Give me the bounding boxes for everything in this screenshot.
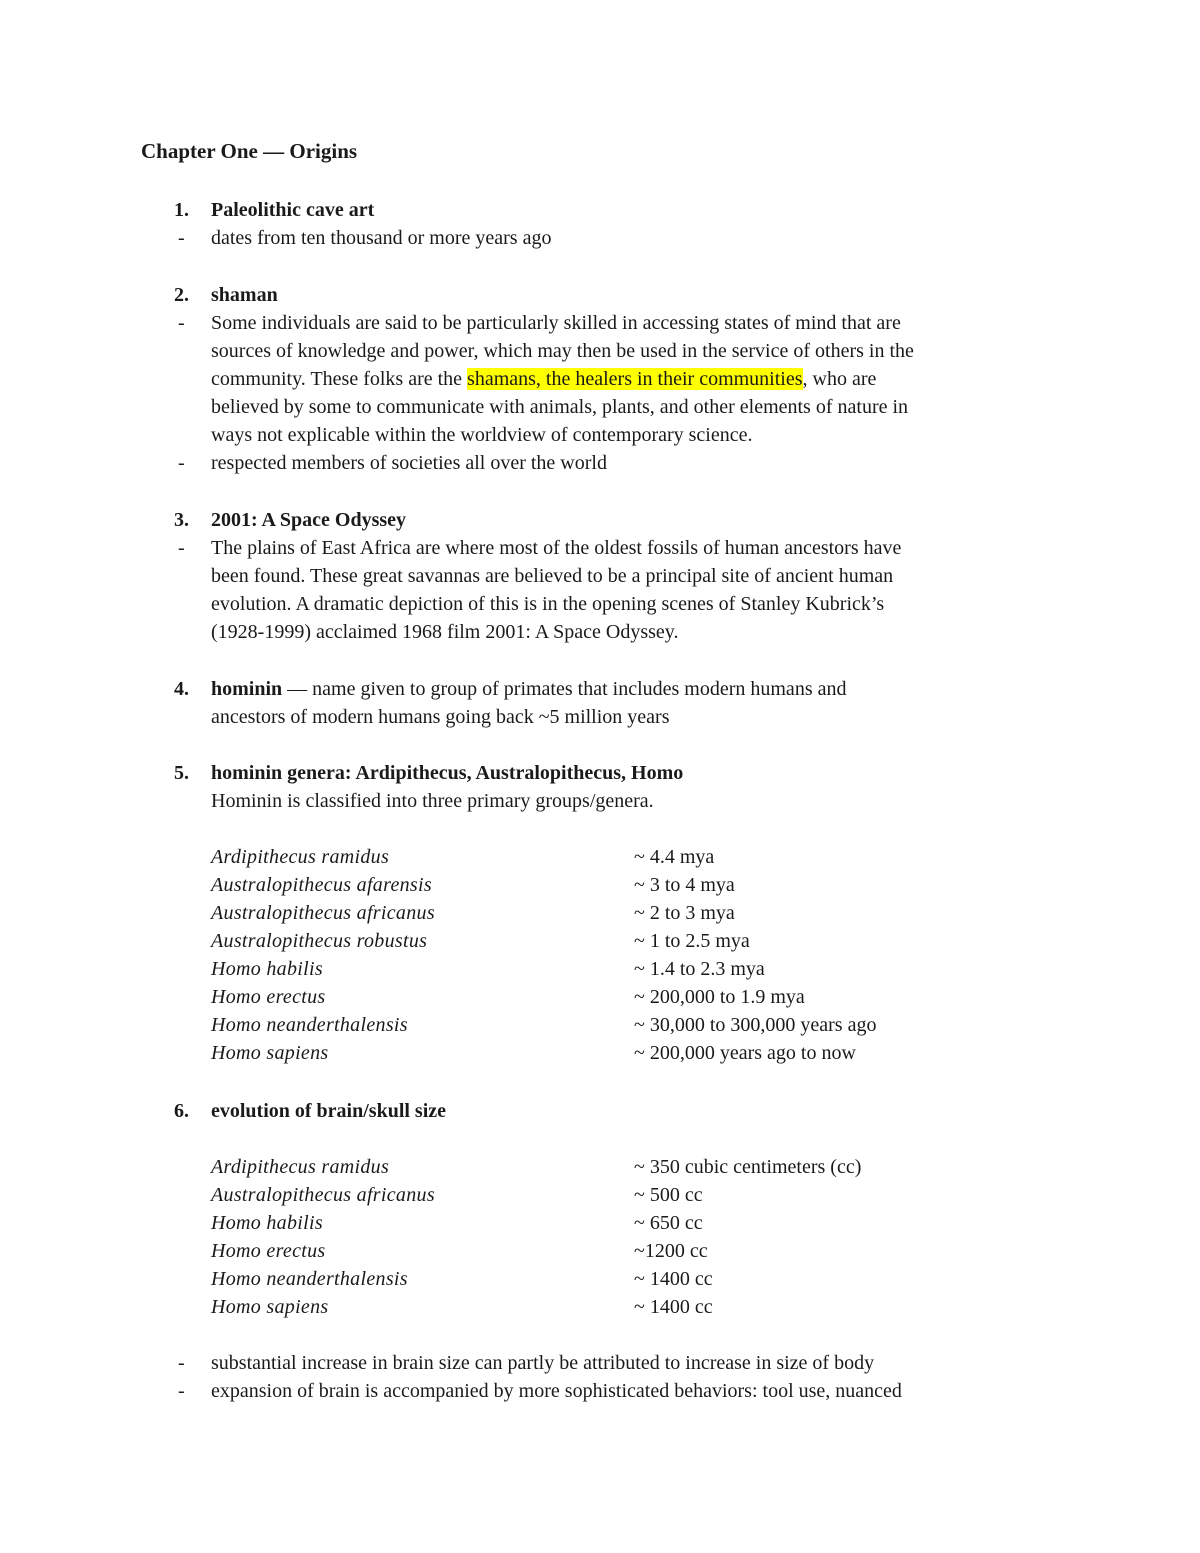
text-run: , who are (802, 368, 877, 390)
paragraph-line: (1928-1999) acclaimed 1968 film 2001: A Space Odyssey. (211, 621, 679, 643)
term: hominin (211, 678, 283, 700)
species-name: Australopithecus robustus (211, 930, 428, 952)
section-heading: 2001: A Space Odyssey (211, 509, 407, 531)
species-name: Australopithecus afarensis (211, 874, 432, 896)
species-date: ~ 1.4 to 2.3 mya (634, 958, 765, 980)
species-name: Homo habilis (211, 958, 323, 980)
bullet-text: respected members of societies all over the world (211, 452, 607, 474)
section-number: 3. (174, 509, 189, 531)
section-number: 1. (174, 199, 189, 221)
species-date: ~ 4.4 mya (634, 846, 715, 868)
species-name: Homo neanderthalensis (211, 1014, 408, 1036)
species-name: Ardipithecus ramidus (211, 1156, 390, 1178)
bullet-dash: - (178, 452, 185, 474)
species-date: ~ 200,000 to 1.9 mya (634, 986, 805, 1008)
text-run: community. These folks are the (211, 368, 468, 390)
species-date: ~ 200,000 years ago to now (634, 1042, 856, 1064)
bullet-dash: - (178, 537, 185, 559)
paragraph-line: Some individuals are said to be particularly skilled in accessing states of mind that are (211, 312, 901, 334)
species-name: Homo neanderthalensis (211, 1268, 408, 1290)
section-number: 4. (174, 678, 189, 700)
paragraph-line: ways not explicable within the worldview of contemporary science. (211, 424, 753, 446)
brain-size: ~ 500 cc (634, 1184, 703, 1206)
species-name: Homo sapiens (211, 1296, 329, 1318)
brain-size: ~1200 cc (634, 1240, 708, 1262)
paragraph-line: The plains of East Africa are where most of the oldest fossils of human ancestors have (211, 537, 902, 559)
intro-text: Hominin is classified into three primary groups/genera. (211, 790, 654, 812)
paragraph-line: evolution. A dramatic depiction of this is in the opening scenes of Stanley Kubrick’s (211, 593, 885, 615)
section-number: 2. (174, 284, 189, 306)
species-name: Australopithecus africanus (211, 1184, 435, 1206)
bullet-dash: - (178, 227, 185, 249)
chapter-title: Chapter One — Origins (141, 139, 358, 163)
highlighted-text: shamans, the healers in their communities (467, 368, 803, 390)
bullet-dash: - (178, 312, 185, 334)
species-date: ~ 3 to 4 mya (634, 874, 735, 896)
species-name: Homo erectus (211, 986, 326, 1008)
bullet-text: dates from ten thousand or more years ago (211, 227, 552, 249)
paragraph-line: been found. These great savannas are believed to be a principal site of ancient human (211, 565, 894, 587)
section-number: 5. (174, 762, 189, 784)
species-date: ~ 30,000 to 300,000 years ago (634, 1014, 877, 1036)
species-name: Homo sapiens (211, 1042, 329, 1064)
brain-size: ~ 1400 cc (634, 1268, 713, 1290)
species-name: Homo erectus (211, 1240, 326, 1262)
bullet-text: expansion of brain is accompanied by more sophisticated behaviors: tool use, nuanced (211, 1380, 902, 1402)
brain-size: ~ 1400 cc (634, 1296, 713, 1318)
paragraph-line: sources of knowledge and power, which may then be used in the service of others in the (211, 340, 914, 362)
brain-size: ~ 350 cubic centimeters (cc) (634, 1156, 862, 1178)
section-heading: shaman (211, 284, 278, 306)
brain-size: ~ 650 cc (634, 1212, 703, 1234)
section-heading: evolution of brain/skull size (211, 1100, 447, 1122)
paragraph-line: believed by some to communicate with animals, plants, and other elements of nature in (211, 396, 909, 418)
species-name: Homo habilis (211, 1212, 323, 1234)
paragraph-line (211, 365, 876, 393)
species-name: Australopithecus africanus (211, 902, 435, 924)
species-date: ~ 1 to 2.5 mya (634, 930, 750, 952)
bullet-dash: - (178, 1352, 185, 1374)
section-number: 6. (174, 1100, 189, 1122)
species-date: ~ 2 to 3 mya (634, 902, 735, 924)
section-heading: Paleolithic cave art (211, 199, 375, 221)
definition-text: — name given to group of primates that includes modern humans and (282, 678, 847, 700)
section-heading: hominin genera: Ardipithecus, Australopithecus, Homo (211, 762, 684, 784)
section-heading-line (211, 675, 846, 703)
paragraph-line: ancestors of modern humans going back ~5 million years (211, 706, 670, 728)
bullet-text: substantial increase in brain size can partly be attributed to increase in size of body (211, 1352, 875, 1374)
species-name: Ardipithecus ramidus (211, 846, 390, 868)
bullet-dash: - (178, 1380, 185, 1402)
